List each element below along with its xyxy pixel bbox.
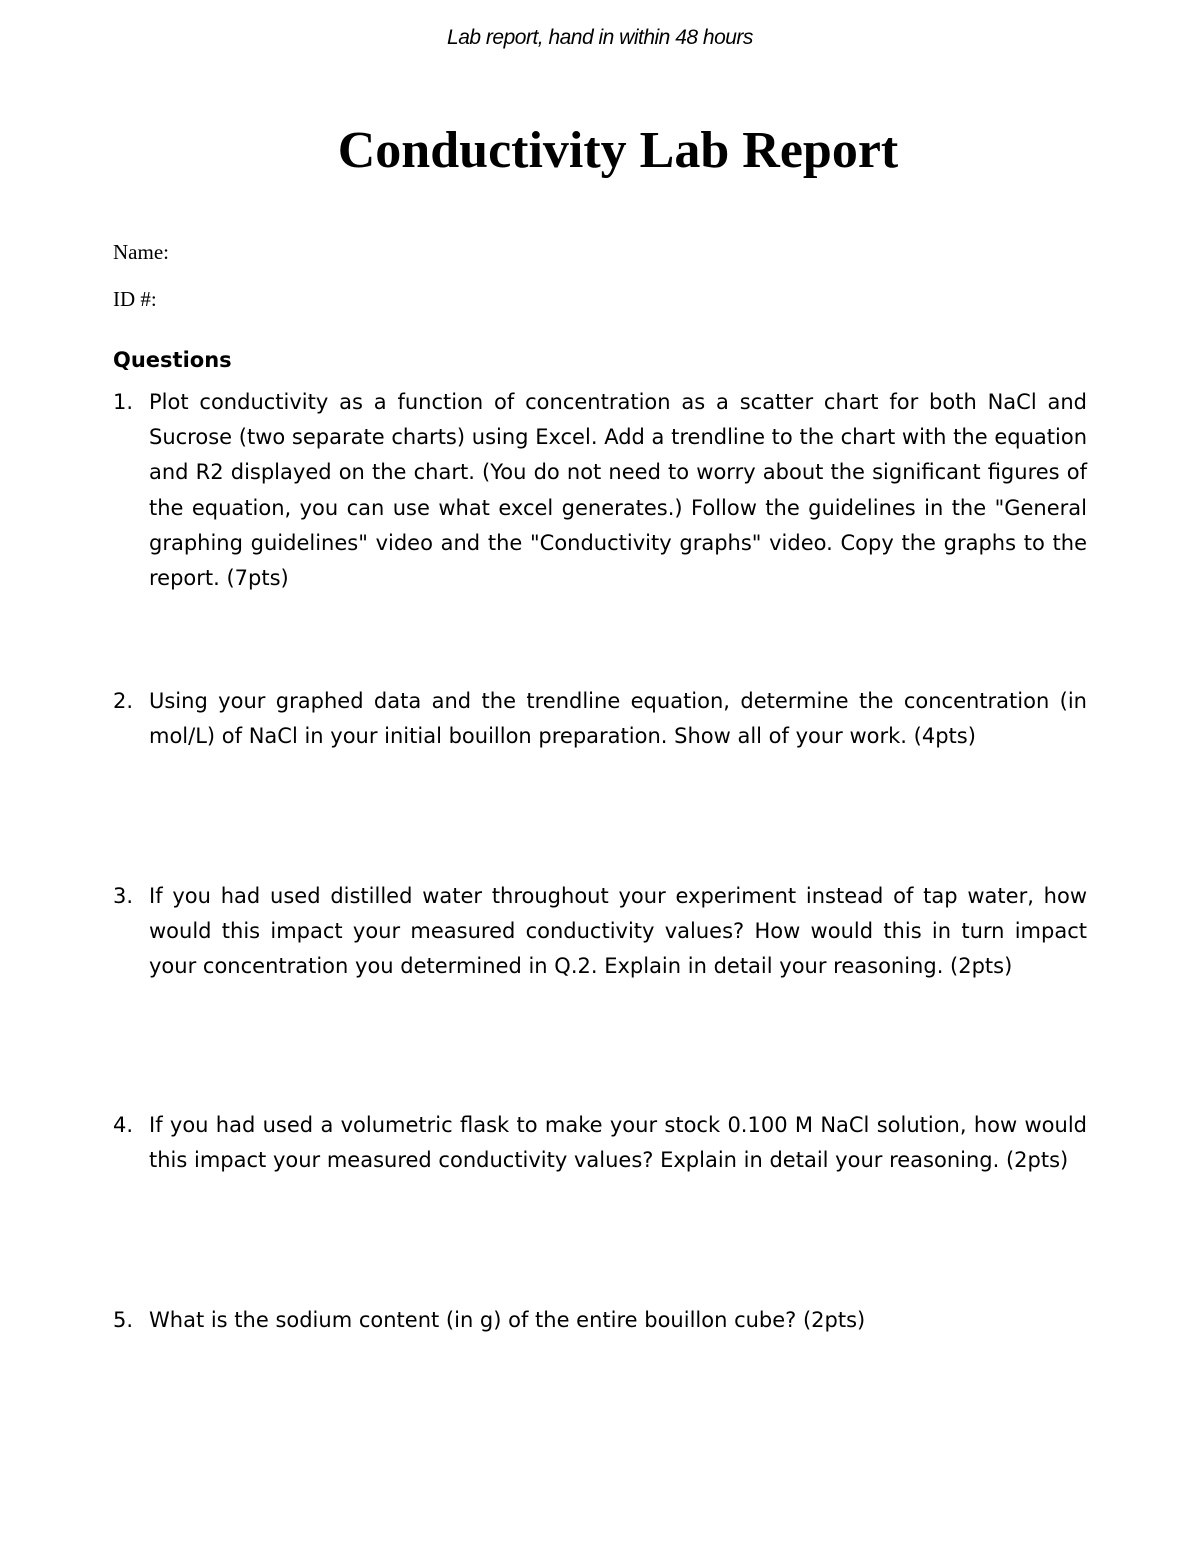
question-4 [113, 1108, 1087, 1178]
page-title: Conductivity Lab Report [337, 122, 899, 179]
questions-heading: Questions [113, 348, 232, 372]
question-text: Using your graphed data and the trendline equation, determine the concentration (in mol/L) of NaCl in your initial bouillon preparation. Show all of your work. (4pts) [149, 689, 1087, 749]
name-field-label: Name: [113, 240, 169, 264]
question-text: If you had used distilled water throughout your experiment instead of tap water, how would this impact your measured conductivity values? How would this in turn impact your concentration you determined in Q.2. Explain in detail your reasoning. (2pts) [149, 884, 1087, 979]
question-number: 3. [113, 884, 134, 908]
id-field-label: ID #: [113, 287, 157, 311]
question-text: Plot conductivity as a function of concentration as a scatter chart for both NaCl and Sucrose (two separate charts) using Excel. Add a trendline to the chart with the equation and R2 displayed on the chart. (You do not need to worry about the significant figures of the equation, you can use what excel generates.) Follow the guidelines in the "General graphing guidelines" video and the "Conductivity graphs" video. Copy the graphs to the report. (7pts) [149, 390, 1087, 591]
question-1 [113, 385, 1087, 596]
question-number: 4. [113, 1113, 134, 1137]
question-3 [113, 879, 1087, 985]
question-5 [113, 1303, 1087, 1338]
question-number: 5. [113, 1308, 134, 1332]
question-2 [113, 684, 1087, 754]
question-number: 2. [113, 689, 134, 713]
question-text: What is the sodium content (in g) of the entire bouillon cube? (2pts) [149, 1308, 866, 1332]
question-text: If you had used a volumetric flask to make your stock 0.100 M NaCl solution, how would this impact your measured conductivity values? Explain in detail your reasoning. (2pts) [149, 1113, 1087, 1173]
header-note: Lab report, hand in within 48 hours [447, 26, 753, 49]
question-number: 1. [113, 390, 134, 414]
